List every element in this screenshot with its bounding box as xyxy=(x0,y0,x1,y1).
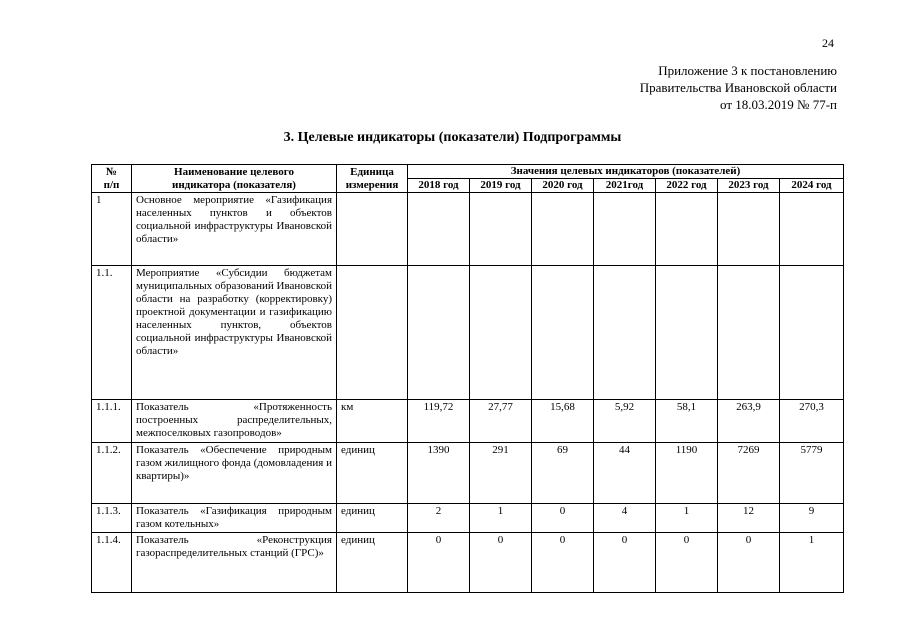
header-year: 2018 год xyxy=(408,179,470,193)
row-value xyxy=(780,193,844,266)
table-row xyxy=(92,504,844,533)
row-unit: единиц xyxy=(337,443,408,504)
header-values-group: Значения целевых индикаторов (показателей) xyxy=(408,165,844,179)
header-number-line-2: п/п xyxy=(103,178,120,191)
row-value: 0 xyxy=(532,504,594,533)
row-value: 1390 xyxy=(408,443,470,504)
row-value: 270,3 xyxy=(780,400,844,443)
document-title: 3. Целевые индикаторы (показатели) Подпрограммы xyxy=(283,130,622,145)
appendix-line-2: Правительства Ивановской области xyxy=(639,80,837,95)
row-number: 1.1. xyxy=(92,266,132,400)
row-value xyxy=(780,266,844,400)
row-value: 1190 xyxy=(656,443,718,504)
row-value: 12 xyxy=(718,504,780,533)
row-value: 0 xyxy=(656,533,718,593)
row-indicator-name: Показатель «Протяженность построенных распределительных, межпоселковых газопроводов» xyxy=(132,400,337,443)
table-row xyxy=(92,266,844,400)
row-value: 0 xyxy=(470,533,532,593)
appendix-caption xyxy=(640,62,837,113)
row-indicator-name: Показатель «Газификация природным газом котельных» xyxy=(132,504,337,533)
row-value xyxy=(470,266,532,400)
row-unit: единиц xyxy=(337,504,408,533)
row-value: 27,77 xyxy=(470,400,532,443)
row-value: 263,9 xyxy=(718,400,780,443)
row-value: 15,68 xyxy=(532,400,594,443)
row-number: 1.1.3. xyxy=(92,504,132,533)
row-indicator-name: Показатель «Реконструкция газораспределительных станций (ГРС)» xyxy=(132,533,337,593)
row-value xyxy=(594,266,656,400)
row-value: 5,92 xyxy=(594,400,656,443)
row-value: 0 xyxy=(532,533,594,593)
header-unit-line-1: Единица xyxy=(350,165,394,178)
row-value xyxy=(470,193,532,266)
header-year: 2021год xyxy=(594,179,656,193)
row-value xyxy=(656,266,718,400)
page-number: 24 xyxy=(822,36,834,50)
appendix-line-3: от 18.03.2019 № 77-п xyxy=(720,97,837,112)
appendix-line-1: Приложение 3 к постановлению xyxy=(658,63,837,78)
header-name-line-2: индикатора (показателя) xyxy=(172,178,296,191)
header-name-line-1: Наименование целевого xyxy=(174,165,294,178)
header-row-1 xyxy=(92,165,844,179)
row-unit xyxy=(337,266,408,400)
row-value: 0 xyxy=(408,533,470,593)
row-indicator-name: Показатель «Обеспечение природным газом жилищного фонда (домовладения и квартиры)» xyxy=(132,443,337,504)
row-value: 119,72 xyxy=(408,400,470,443)
row-number: 1.1.4. xyxy=(92,533,132,593)
row-number: 1.1.2. xyxy=(92,443,132,504)
header-year: 2024 год xyxy=(780,179,844,193)
header-unit xyxy=(337,165,408,193)
row-number: 1 xyxy=(92,193,132,266)
table-row xyxy=(92,193,844,266)
header-year: 2019 год xyxy=(470,179,532,193)
row-value xyxy=(718,193,780,266)
row-value xyxy=(656,193,718,266)
row-value: 58,1 xyxy=(656,400,718,443)
row-value: 2 xyxy=(408,504,470,533)
row-value xyxy=(408,266,470,400)
row-value: 0 xyxy=(594,533,656,593)
header-year: 2020 год xyxy=(532,179,594,193)
row-value xyxy=(532,193,594,266)
row-indicator-name: Мероприятие «Субсидии бюджетам муниципальных образований Ивановской области на разработку (корректировку) проектной документации и газификацию населенных пунктов, объектов социальной инфраструктуры Ивановской области» xyxy=(132,266,337,400)
header-number-line-1: № xyxy=(105,165,118,178)
row-value xyxy=(408,193,470,266)
row-value: 1 xyxy=(780,533,844,593)
row-value: 7269 xyxy=(718,443,780,504)
header-unit-line-2: измерения xyxy=(345,178,399,191)
row-number: 1.1.1. xyxy=(92,400,132,443)
row-value: 0 xyxy=(718,533,780,593)
header-number xyxy=(92,165,132,193)
indicators-table xyxy=(91,164,844,593)
row-value: 44 xyxy=(594,443,656,504)
row-value: 9 xyxy=(780,504,844,533)
row-unit: единиц xyxy=(337,533,408,593)
header-indicator-name xyxy=(132,165,337,193)
row-value xyxy=(718,266,780,400)
row-unit: км xyxy=(337,400,408,443)
header-year: 2022 год xyxy=(656,179,718,193)
row-unit xyxy=(337,193,408,266)
header-year: 2023 год xyxy=(718,179,780,193)
row-value xyxy=(532,266,594,400)
row-indicator-name: Основное мероприятие «Газификация населенных пунктов и объектов социальной инфраструктуры Ивановской области» xyxy=(132,193,337,266)
table-row xyxy=(92,443,844,504)
row-value: 5779 xyxy=(780,443,844,504)
row-value: 69 xyxy=(532,443,594,504)
indicators-table-body xyxy=(92,193,844,593)
row-value: 1 xyxy=(470,504,532,533)
table-row xyxy=(92,400,844,443)
row-value: 291 xyxy=(470,443,532,504)
table-row xyxy=(92,533,844,593)
row-value: 4 xyxy=(594,504,656,533)
row-value xyxy=(594,193,656,266)
row-value: 1 xyxy=(656,504,718,533)
